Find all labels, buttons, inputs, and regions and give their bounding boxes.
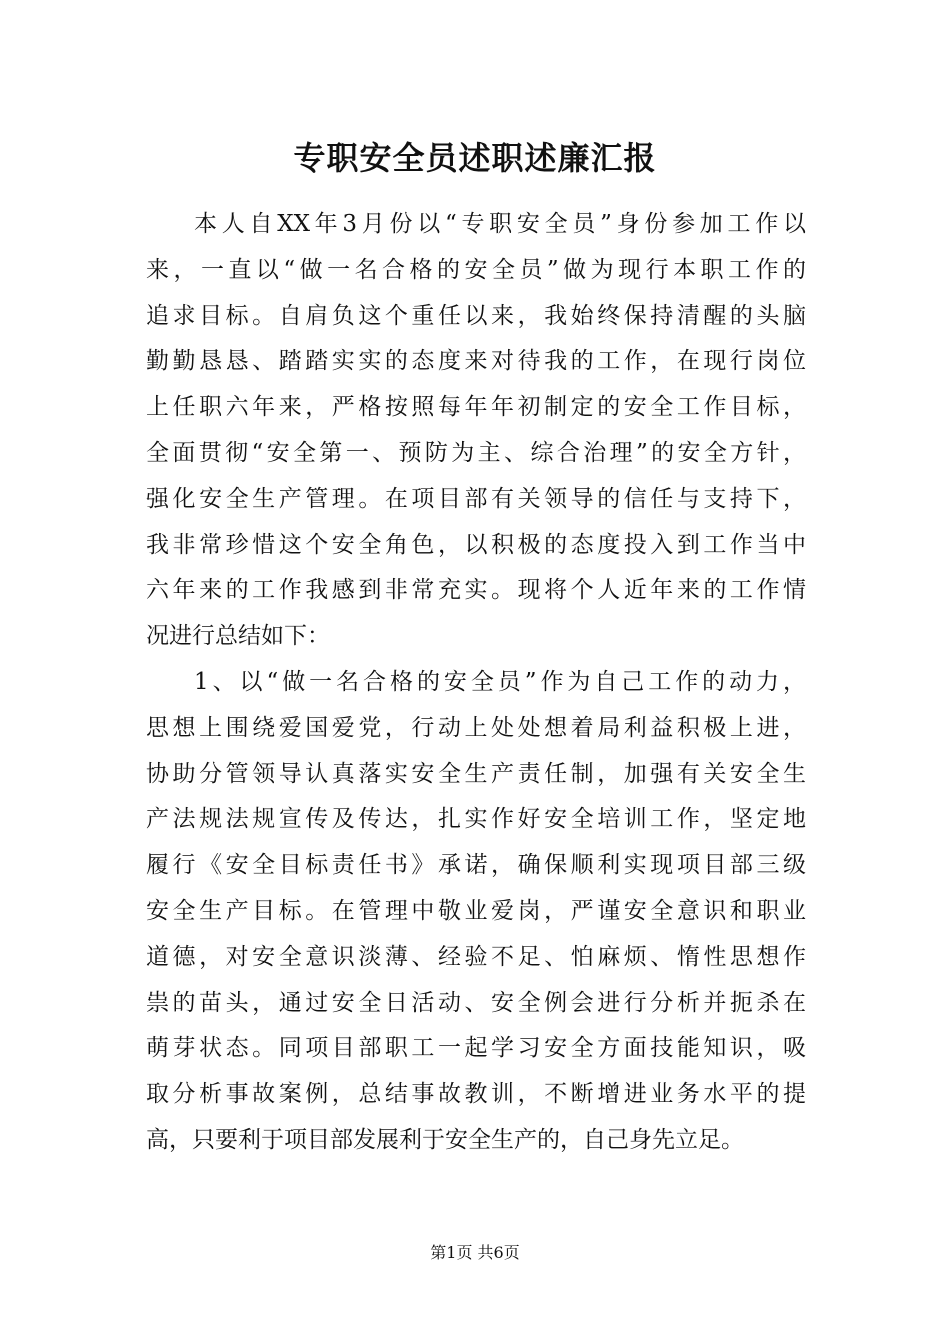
paragraph-line: 萌芽状态。同项目部职工一起学习安全方面技能知识，吸 — [146, 1035, 806, 1062]
paragraph-line: 祟的苗头，通过安全日活动、安全例会进行分析并扼杀在 — [146, 989, 806, 1016]
paragraph-line: 履行《安全目标责任书》承诺，确保顺利实现项目部三级 — [146, 852, 806, 879]
document-body — [146, 202, 806, 1164]
paragraph-line: 1、以“做一名合格的安全员”作为自己工作的动力， — [194, 668, 806, 695]
paragraph-line: 全面贯彻“安全第一、预防为主、综合治理”的安全方针， — [146, 439, 806, 466]
paragraph-line: 思想上围绕爱国爱党，行动上处处想着局利益积极上进， — [146, 714, 806, 741]
paragraph-line: 高，只要利于项目部发展利于安全生产的，自己身先立足。 — [146, 1126, 744, 1153]
paragraph-line: 道德，对安全意识淡薄、经验不足、怕麻烦、惰性思想作 — [146, 943, 806, 970]
paragraph-line: 协助分管领导认真落实安全生产责任制，加强有关安全生 — [146, 760, 806, 787]
paragraph-line: 安全生产目标。在管理中敬业爱岗，严谨安全意识和职业 — [146, 897, 806, 924]
paragraph-line: 来，一直以“做一名合格的安全员”做为现行本职工作的 — [146, 256, 806, 283]
paragraph-line: 取分析事故案例，总结事故教训，不断增进业务水平的提 — [146, 1081, 806, 1108]
paragraph-line: 上任职六年来，严格按照每年年初制定的安全工作目标， — [146, 394, 806, 421]
paragraph-line: 六年来的工作我感到非常充实。现将个人近年来的工作情 — [146, 577, 806, 604]
paragraph-line: 产法规法规宣传及传达，扎实作好安全培训工作，坚定地 — [146, 806, 806, 833]
paragraph-line: 追求目标。自肩负这个重任以来，我始终保持清醒的头脑 — [146, 302, 806, 329]
paragraph-line: 本人自XX年3月份以“专职安全员”身份参加工作以 — [194, 211, 806, 237]
paragraph-2 — [146, 660, 806, 1164]
paragraph-line: 况进行总结如下： — [146, 623, 330, 650]
page-number-footer: 第1页 共6页 — [430, 1243, 520, 1262]
paragraph-1 — [146, 202, 806, 660]
paragraph-line: 勤勤恳恳、踏踏实实的态度来对待我的工作，在现行岗位 — [146, 348, 806, 375]
paragraph-line: 我非常珍惜这个安全角色，以积极的态度投入到工作当中 — [146, 531, 806, 558]
paragraph-line: 强化安全生产管理。在项目部有关领导的信任与支持下， — [146, 485, 806, 512]
document-title: 专职安全员述职述廉汇报 — [293, 139, 657, 177]
